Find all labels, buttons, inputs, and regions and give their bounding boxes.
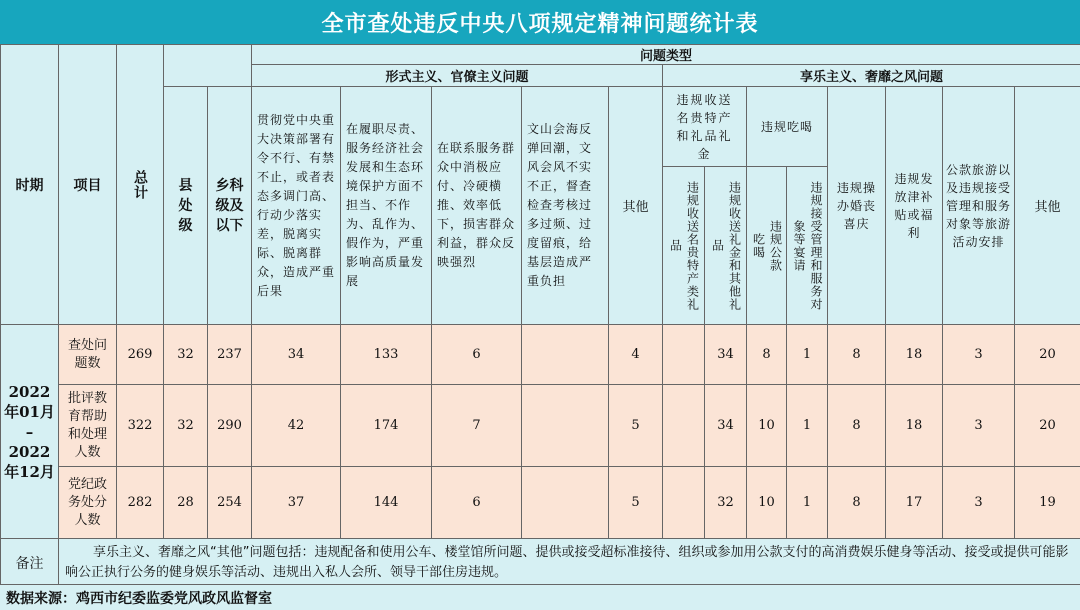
cell-township: 237 xyxy=(208,325,252,385)
cell-f4 xyxy=(522,325,609,385)
cell-t: 3 xyxy=(943,385,1015,467)
period-cell xyxy=(1,325,59,539)
cell-o: 20 xyxy=(1015,385,1080,467)
header-formalism-col4-text: 文山会海反弹回潮，文风会风不实不正，督查检查考核过多过频、过度留痕，给基层造成严重负担 xyxy=(527,122,593,288)
cell-f1: 42 xyxy=(252,385,341,467)
cell-county: 32 xyxy=(164,385,208,467)
header-hedonism-other: 其他 xyxy=(1015,87,1080,325)
cell-f5: 5 xyxy=(609,467,663,539)
cell-f2: 144 xyxy=(341,467,432,539)
header-subsidy xyxy=(886,87,943,325)
header-blank xyxy=(164,45,252,87)
cell-o: 19 xyxy=(1015,467,1080,539)
header-county-text: 县处级 xyxy=(178,177,193,234)
cell-d1: 10 xyxy=(747,385,787,467)
table-row xyxy=(1,325,1080,385)
header-dine-a-text: 违规公款吃喝 xyxy=(751,219,783,272)
header-wedding-text: 违规操办婚丧喜庆 xyxy=(836,180,876,231)
header-gift-group-text: 违规收送名贵特产和礼品礼金 xyxy=(676,92,733,161)
header-gift-b xyxy=(705,167,747,325)
cell-d1: 10 xyxy=(747,467,787,539)
cell-county: 28 xyxy=(164,467,208,539)
cell-d2: 1 xyxy=(787,325,828,385)
cell-t: 3 xyxy=(943,467,1015,539)
cell-f2: 174 xyxy=(341,385,432,467)
cell-f3: 7 xyxy=(432,385,522,467)
header-formalism-col2 xyxy=(341,87,432,325)
cell-g2: 34 xyxy=(705,325,747,385)
cell-total: 322 xyxy=(117,385,164,467)
period-line1: 2022 xyxy=(8,382,51,401)
row-item-text: 批评教育帮助和处理人数 xyxy=(67,390,107,460)
row-item-text: 查处问题数 xyxy=(67,337,107,371)
cell-f5: 4 xyxy=(609,325,663,385)
cell-g1 xyxy=(663,467,705,539)
header-wedding xyxy=(828,87,886,325)
table-row xyxy=(1,385,1080,467)
cell-county: 32 xyxy=(164,325,208,385)
period-line2: 年01月 xyxy=(4,402,55,421)
header-travel-text: 公款旅游以及违规接受管理和服务对象等旅游活动安排 xyxy=(945,162,1011,249)
data-source: 数据来源：鸡西市纪委监委党风政风监督室 xyxy=(0,584,1080,610)
table-row xyxy=(1,467,1080,539)
cell-f4 xyxy=(522,467,609,539)
cell-total: 282 xyxy=(117,467,164,539)
period-line4: 2022 xyxy=(8,442,51,461)
cell-township: 290 xyxy=(208,385,252,467)
cell-s: 18 xyxy=(886,325,943,385)
cell-total: 269 xyxy=(117,325,164,385)
header-dine-b xyxy=(787,167,828,325)
period-line5: 年12月 xyxy=(4,462,55,481)
header-travel xyxy=(943,87,1015,325)
header-formalism: 形式主义、官僚主义问题 xyxy=(252,65,663,87)
header-gift-a xyxy=(663,167,705,325)
note-text-content: 享乐主义、奢靡之风“其他”问题包括：违规配备和使用公车、楼堂馆所问题、提供或接受超标准接待、组织或参加用公款支付的高消费娱乐健身等活动、接受或提供可能影响公正执行公务的健身娱乐等活动、违规出入私人会所、领导干部住房违规。 xyxy=(65,545,1069,580)
stats-table xyxy=(0,44,1080,588)
row-item xyxy=(59,385,117,467)
header-dine-a xyxy=(747,167,787,325)
cell-g1 xyxy=(663,385,705,467)
header-gift-a-text: 违规收送名贵特产类礼品 xyxy=(668,180,700,311)
cell-f1: 34 xyxy=(252,325,341,385)
cell-g2: 32 xyxy=(705,467,747,539)
cell-t: 3 xyxy=(943,325,1015,385)
header-township xyxy=(208,87,252,325)
header-dine-b-text: 违规接受管理和服务对象等宴请 xyxy=(792,180,823,311)
header-township-text: 乡科级及以下 xyxy=(215,177,244,234)
cell-f3: 6 xyxy=(432,467,522,539)
header-subsidy-text: 违规发放津补贴或福利 xyxy=(894,171,934,240)
cell-s: 18 xyxy=(886,385,943,467)
header-formalism-col3 xyxy=(432,87,522,325)
header-county xyxy=(164,87,208,325)
note-label: 备注 xyxy=(1,539,59,588)
cell-w: 8 xyxy=(828,325,886,385)
header-problem-type: 问题类型 xyxy=(252,45,1080,65)
header-hedonism: 享乐主义、奢靡之风问题 xyxy=(663,65,1080,87)
header-formalism-col1 xyxy=(252,87,341,325)
header-item: 项目 xyxy=(59,45,117,325)
page-title: 全市查处违反中央八项规定精神问题统计表 xyxy=(0,0,1080,44)
cell-g2: 34 xyxy=(705,385,747,467)
cell-f5: 5 xyxy=(609,385,663,467)
cell-s: 17 xyxy=(886,467,943,539)
cell-d1: 8 xyxy=(747,325,787,385)
cell-f3: 6 xyxy=(432,325,522,385)
cell-township: 254 xyxy=(208,467,252,539)
cell-w: 8 xyxy=(828,467,886,539)
header-gift-b-text: 违规收送礼金和其他礼品 xyxy=(710,180,742,311)
header-total xyxy=(117,45,164,325)
cell-g1 xyxy=(663,325,705,385)
row-item xyxy=(59,467,117,539)
row-item-text: 党纪政务处分人数 xyxy=(67,476,107,528)
period-line3: – xyxy=(25,422,34,441)
header-dine-group: 违规吃喝 xyxy=(747,87,828,167)
cell-f2: 133 xyxy=(341,325,432,385)
header-gift-group xyxy=(663,87,747,167)
header-formalism-col4 xyxy=(522,87,609,325)
note-row xyxy=(1,539,1080,588)
header-formalism-col2-text: 在履职尽责、服务经济社会发展和生态环境保护方面不担当、不作为、乱作为、假作为，严重影响高质量发展 xyxy=(346,122,425,288)
header-formalism-col1-text: 贯彻党中央重大决策部署有令不行、有禁不止，或者表态多调门高、行动少落实差，脱离实际、脱离群众，造成严重后果 xyxy=(257,112,336,298)
cell-w: 8 xyxy=(828,385,886,467)
header-formalism-col3-text: 在联系服务群众中消极应付、冷硬横推、效率低下，损害群众利益，群众反映强烈 xyxy=(437,141,516,269)
cell-o: 20 xyxy=(1015,325,1080,385)
cell-d2: 1 xyxy=(787,467,828,539)
row-item xyxy=(59,325,117,385)
header-period: 时期 xyxy=(1,45,59,325)
cell-f4 xyxy=(522,385,609,467)
cell-f1: 37 xyxy=(252,467,341,539)
header-formalism-other: 其他 xyxy=(609,87,663,325)
cell-d2: 1 xyxy=(787,385,828,467)
note-text xyxy=(59,539,1080,588)
header-total-text: 总计 xyxy=(132,169,148,200)
